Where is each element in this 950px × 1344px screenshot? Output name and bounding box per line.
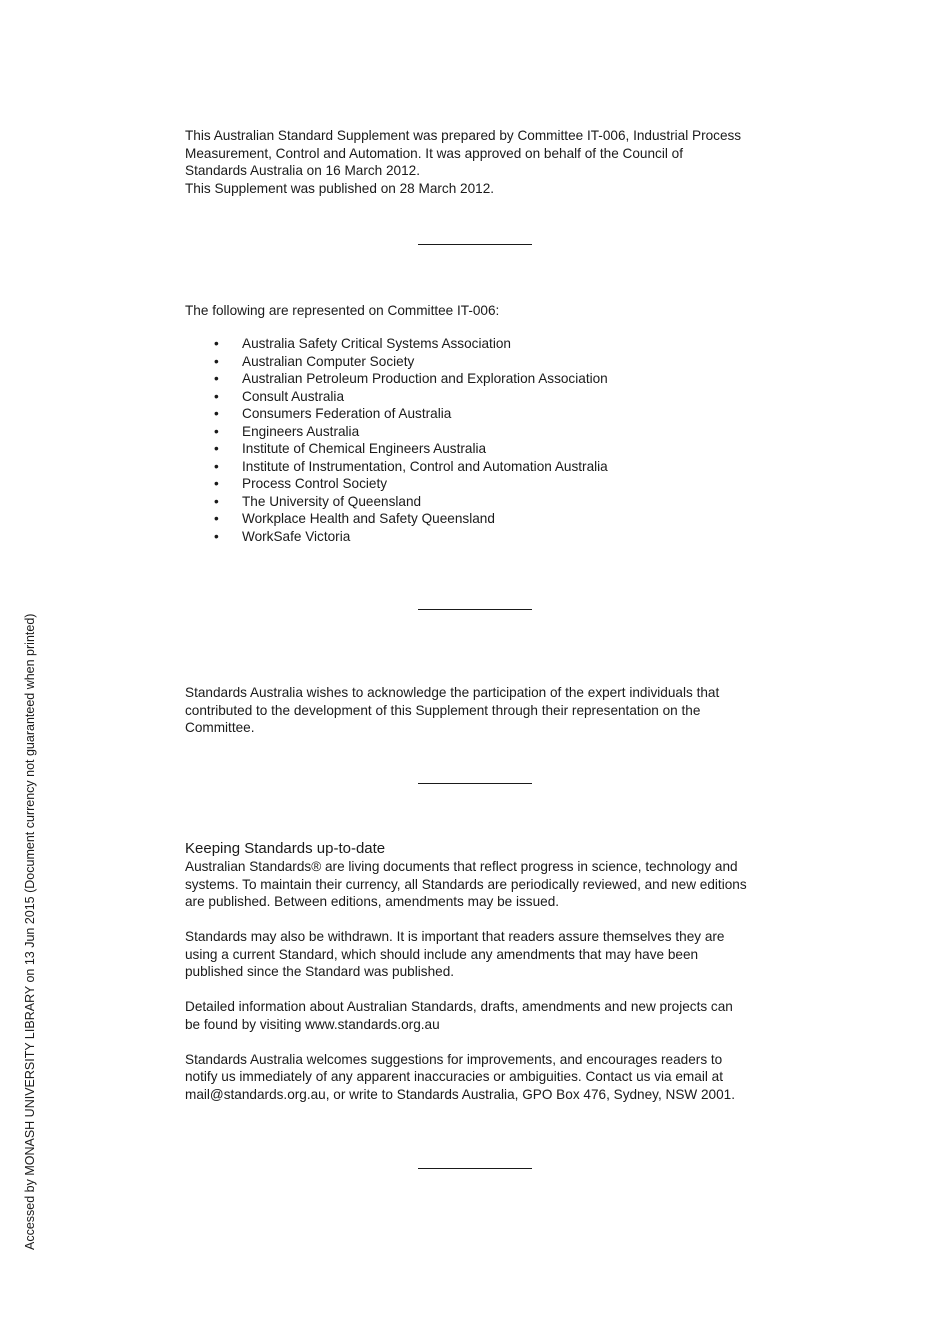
bullet-icon: • [214,441,219,456]
preparation-line: Standards Australia on 16 March 2012. [185,163,421,178]
list-item [185,493,608,511]
acknowledgement-line: Committee. [185,720,255,735]
paragraph-gap [185,911,775,929]
email-link[interactable]: mail@standards.org.au [185,1086,326,1102]
member-name: Process Control Society [242,476,388,491]
list-item [185,353,608,371]
bullet-icon: • [214,476,219,491]
text-line: notify us immediately of any apparent inaccuracies or ambiguities. Contact us via email at [185,1069,723,1084]
list-item [185,510,608,528]
text-line: published since the Standard was published. [185,964,455,979]
text-line: using a current Standard, which should include any amendments that may have been [185,946,699,962]
keeping-paragraph-3 [185,998,775,1033]
member-name: Workplace Health and Safety Queensland [242,511,495,526]
access-watermark: Accessed by MONASH UNIVERSITY LIBRARY on 13 Jun 2015 (Document currency not guaranteed when printed) [23,613,37,1250]
website-link[interactable]: www.standards.org.au [305,1016,440,1032]
list-item [185,388,608,406]
bullet-icon: • [214,353,219,369]
preparation-line: This Australian Standard Supplement was prepared by Committee IT-006, Industrial Process [185,128,742,143]
list-item [185,528,608,546]
bullet-icon: • [214,511,219,526]
keeping-paragraph-4 [185,1051,775,1104]
section-divider [418,244,532,245]
text-line: Standards Australia welcomes suggestions for improvements, and encourages readers to [185,1051,723,1067]
section-divider [418,609,532,610]
list-item [185,405,608,423]
member-name: Institute of Chemical Engineers Australia [242,441,487,456]
keeping-standards-section [185,840,775,1103]
bullet-icon: • [214,388,219,404]
member-name: WorkSafe Victoria [242,528,351,544]
member-name: Consult Australia [242,388,345,404]
publication-date-line: This Supplement was published on 28 March 2012. [185,180,495,196]
committee-intro: The following are represented on Committee IT-006: [185,303,500,318]
member-name: Australian Petroleum Production and Exploration Association [242,371,608,386]
section-heading: Keeping Standards up-to-date [185,840,386,857]
acknowledgement-line: contributed to the development of this Supplement through their representation on the [185,702,701,718]
list-item [185,475,608,493]
text-line: Australian Standards® are living documents that reflect progress in science, technology and [185,859,738,874]
text-line: are published. Between editions, amendments may be issued. [185,894,560,909]
bullet-icon: • [214,493,219,509]
text-line: systems. To maintain their currency, all Standards are periodically reviewed, and new editions [185,876,747,892]
keeping-paragraph-2 [185,928,775,981]
keeping-paragraph-1 [185,858,775,911]
preparation-line: Measurement, Control and Automation. It was approved on behalf of the Council of [185,145,683,161]
bullet-icon: • [214,423,219,439]
acknowledgement-paragraph [185,684,775,737]
preparation-statement [185,127,775,197]
text-line: Standards may also be withdrawn. It is important that readers assure themselves they are [185,929,725,944]
section-divider [418,1168,532,1169]
member-name: Australia Safety Critical Systems Association [242,336,511,351]
acknowledgement-line: Standards Australia wishes to acknowledge the participation of the expert individuals that [185,685,720,700]
bullet-icon: • [214,371,219,386]
bullet-icon: • [214,336,219,351]
list-item [185,370,608,388]
text-line [185,1016,775,1034]
bullet-icon: • [214,406,219,421]
paragraph-gap [185,1033,775,1051]
paragraph-gap [185,981,775,999]
member-name: Australian Computer Society [242,353,415,369]
section-divider [418,783,532,784]
text-fragment: be found by visiting [185,1016,306,1032]
member-name: Institute of Instrumentation, Control and Automation Australia [242,458,608,474]
list-item [185,458,608,476]
list-item [185,440,608,458]
text-fragment: , or write to Standards Australia, GPO Box 476, Sydney, NSW 2001. [325,1086,736,1102]
text-line [185,1086,775,1104]
member-name: Consumers Federation of Australia [242,406,452,421]
text-line: Detailed information about Australian Standards, drafts, amendments and new projects can [185,999,733,1014]
bullet-icon: • [214,528,219,544]
bullet-icon: • [214,458,219,474]
list-item [185,423,608,441]
member-name: The University of Queensland [242,493,422,509]
list-item [185,335,608,353]
member-name: Engineers Australia [242,423,360,439]
committee-member-list [185,335,608,545]
